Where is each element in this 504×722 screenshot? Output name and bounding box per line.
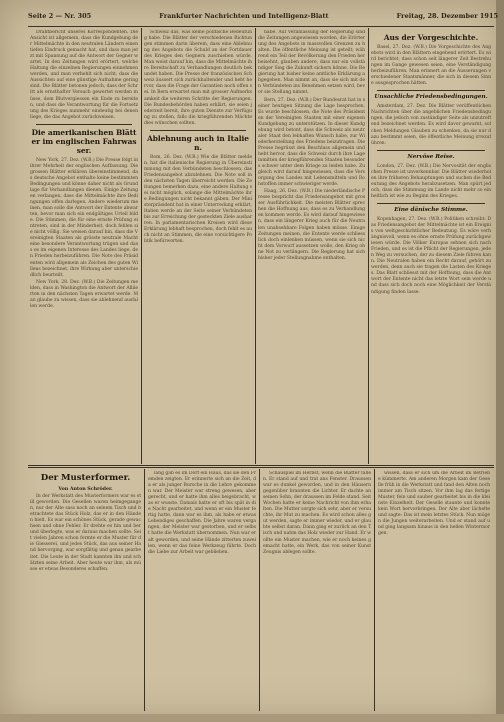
feuilleton-text: lang gab es im Dorf ein Haus, das sie den Fremden zeigten. Er erinnerte sich an die Zeit, da er als junger Bursche in die Lehre gekommen war. Der Meister war streng gewesen, aber gerecht, und er hatte ihm alles beigebracht, was er wusste. Damals hatte er oft bis spät in die Nacht gearbeitet, und wenn er ein Muster fertig hatte, dann war es ihm, als habe er etwas Lebendiges geschaffen. Die Jahre waren vergangen, der Meister war gestorben, und er selbst hatte die Werkstatt übernommen. Nun war er alt geworden, und seine Hände zitterten zuweilen, wenn er das feine Werkzeug führte. Doch die Liebe zur Arbeit war geblieben. bbox=[148, 471, 256, 555]
column-rule bbox=[374, 469, 375, 711]
header-page-number: Seite 2 — Nr. 305 bbox=[28, 12, 92, 20]
feuilleton-text: wissen, dass er sich um die Arbeit im Betriebe kümmerte. Am anderen Morgen kam der Geselle früh in die Werkstatt und fand den Alten noch immer am Tisch sitzen. Vor ihm lag das fertige Muster, fein und sauber gearbeitet bis in die kleinste Einzelheit. Der Geselle staunte und konnte kein Wort hervorbringen. Der Alte aber lächelte und sagte: Das ist mein letztes Stück. Nun mögen die Jungen weiterarbeiten. Und er stand auf und ging langsam hinaus in den hellen Wintermorgen. bbox=[378, 471, 490, 537]
column-rule bbox=[141, 28, 142, 464]
header-masthead: Frankfurter Nachrichten und Intelligenz-Blatt bbox=[159, 12, 329, 20]
feuilleton-column-3 bbox=[263, 471, 371, 711]
feuilleton-column-2 bbox=[148, 471, 256, 711]
headline-italy: Ablehnung auch in Italien. bbox=[147, 133, 249, 152]
column-rule bbox=[368, 28, 369, 464]
header-rule bbox=[28, 26, 494, 27]
feuilleton-column-4 bbox=[378, 471, 490, 711]
divider bbox=[377, 150, 485, 151]
article-text: New York, 27. Dez. (W.B.) Die Presse folgt in ihrer Mehrheit der englischen Auffassung. Die grossen Blätter erklären übereinstimmend, das deutsche Angebot enthalte keine bestimmten Bedingungen und könne daher nicht als Grundlage für Verhandlungen dienen. Einige Zeitungen verlangen, dass die Mittelmächte ihre Bedingungen offen darlegen. Andere wiederum meinen, man solle die Antwort der Entente abwarten, bevor man sich ein endgültiges Urteil bilde. Die Stimmen, die für eine ernste Prüfung eintreten, sind in der Minderheit, doch fehlen sie nicht völlig. Sie weisen darauf hin, dass die Vereinigten Staaten als grösste neutrale Macht eine besondere Verantwortung trügen und dass es im eigenen Interesse des Landes liege, den Frieden herbeizuführen. Die Note des Präsidenten wird allgemein als Zeichen des guten Willens bezeichnet, ihre Wirkung aber unterschiedlich beurteilt. bbox=[30, 157, 138, 278]
article-text: Bern, 27. Dez. (W.B.) Der Bundesrat hat in seiner heutigen Sitzung die Lage besprochen. Es wurde beschlossen, die Note des Präsidenten der Vereinigten Staaten mit einer eigenen Kundgebung zu unterstützen. In dieser Kundgebung wird betont, dass die Schweiz als neutraler Staat den lebhaften Wunsch habe, zur Wiederherstellung des Friedens beizutragen. Die Presse begrüsst den Beschluss allgemein und hebt hervor, dass die Schweiz durch ihre Lage inmitten der kriegführenden Staaten besonders schwer unter dem Kriege zu leiden habe. Zugleich wird darauf hingewiesen, dass die Versorgung des Landes mit Lebensmitteln und Rohstoffen immer schwieriger werde. bbox=[258, 97, 365, 188]
feuilleton-byline: Von Anton Schröder. bbox=[58, 486, 113, 492]
column-4 bbox=[371, 30, 491, 464]
column-rule bbox=[144, 469, 145, 711]
headline-prehistory: Aus der Vorgeschichte. bbox=[383, 33, 479, 42]
column-3 bbox=[258, 30, 365, 464]
article-text: habe. Auf Veranlassung der Regierung sind die Zeitungen angewiesen worden, die Erörterung des Angebots in massvollen Grenzen zu halten. Die öffentliche Meinung ist geteilt; während ein Teil der Bevölkerung den Frieden herbeisehnt, glauben andere, dass nur ein vollständiger Sieg die Zukunft sichern könne. Die Regierung hat bisher keine amtliche Erklärung abgegeben. Man nimmt an, dass sie sich mit den Verbündeten ins Benehmen setzen wird, bevor sie Stellung nimmt. bbox=[258, 30, 365, 96]
page-bottom-edge bbox=[0, 714, 504, 722]
page-header bbox=[28, 12, 498, 24]
divider bbox=[377, 90, 485, 91]
feuilleton-rule-2 bbox=[28, 467, 494, 468]
feuilleton-rule bbox=[28, 465, 494, 466]
article-text: Kopenhagen, 27. Dez. (W.B.) Politiken schreibt: Das Friedensangebot der Mittelmächte ist ein Ereignis von weltgeschichtlicher Bedeutung. Es wäre verhängnisvoll, wenn es ohne ernste Prüfung zurückgewiesen würde. Die Völker Europas sehnen sich nach Frieden, und es ist die Pflicht der Regierungen, jeden Weg zu versuchen, der zu diesem Ziele führen kann. Die Neutralen haben ein Recht darauf, gehört zu werden, denn auch sie tragen die Lasten des Krieges. Das Blatt schliesst mit der Hoffnung, dass die Antwort der Entente nicht das letzte Wort sein werde und dass sich doch noch eine Möglichkeit der Verständigung finden lasse. bbox=[371, 216, 491, 295]
feuilleton-text: Schauspiel im Herbst, wenn die Blätter fallen. Er stand auf und trat ans Fenster. Draussen war es dunkel geworden, und in den Häusern gegenüber brannten die Lichter. Er dachte an seinen Sohn, der draussen im Felde stand. Seit Wochen hatte er keine Nachricht von ihm erhalten. Die Mutter sorgte sich sehr, aber er versuchte, ihr Mut zu machen. Es wird schon alles gut werden, sagte er immer wieder, und er glaubte selbst daran. Dann ging er zurück an den Tisch und nahm das Holz wieder zur Hand. Er wollte ein Muster machen, wie er noch keines gemacht hatte, ein Werk, das von seiner Kunst Zeugnis ablegen sollte. bbox=[263, 471, 371, 555]
feuilleton-column-1 bbox=[30, 471, 141, 711]
article-text: Amsterdam, 27. Dez. Die Blätter veröffentlichen Nachrichten über die angeblichen Friedensbedingungen, die jedoch von zuständiger Seite als unzutreffend bezeichnet werden. Es wird davor gewarnt, solchen Meldungen Glauben zu schenken, da sie nur dazu bestimmt seien, die öffentliche Meinung irrezuführen. bbox=[371, 104, 491, 146]
column-rule bbox=[255, 28, 256, 464]
article-text: Drahtbericht unseres Korrespondenten. Die Ansicht ist allgemein, dass die Kundgebung der Mittelmächte in den neutralen Ländern einen tiefen Eindruck gemacht hat, und dass man jetzt mit Spannung auf die Antwort der Gegner wartet. In den Zeitungen wird erörtert, welche Haltung die einzelnen Regierungen einnehmen werden, und man verhehlt sich nicht, dass die Aussichten auf eine günstige Aufnahme gering sind. Die Blätter betonen jedoch, dass der Schritt als ernsthafter Versuch gewertet werden müsse, dem Blutvergiessen ein Ende zu bereiten, und dass die Verantwortung für die Fortsetzung des Krieges nunmehr eindeutig bei denen liege, die das Angebot zurückweisen. bbox=[30, 30, 138, 120]
page-edge bbox=[496, 0, 504, 722]
article-text: New York, 28. Dez. (W.B.) Die Zeitungen melden, dass in Washington die Antwort der Alliierten in den nächsten Tagen erwartet werde. Man glaube zu wissen, dass sie ablehnend ausfallen werde. bbox=[30, 279, 138, 309]
divider bbox=[377, 203, 485, 204]
feuilleton-text: In der Werkstatt des Musterformers war es still geworden. Die Gesellen waren heimgegangen, nur der Alte sass noch an seinem Tisch und betrachtete das Stück Holz, das er in den Händen hielt. Es war ein schönes Stück, gerade gewachsen und ohne Fehler. Er drehte es hin und her und überlegte, was er daraus machen sollte. Seit vielen Jahren schon formte er die Muster für die Giesserei, und jedes Stück, das aus seiner Hand hervorging, war sorgfältig und genau gearbeitet. Die Leute in der Stadt kannten ihn und schätzten seine Arbeit. Aber heute war ihm, als müsse er etwas Besonderes schaffen. bbox=[30, 494, 141, 572]
headline-nervous: Nervöse Reise. bbox=[407, 153, 455, 160]
column-rule bbox=[259, 469, 260, 711]
headline-american-papers: Die amerikanischen Blätter im englischen Fahrwasser. bbox=[31, 127, 137, 155]
article-text: Basel, 27. Dez. (W.B.) Die Vorgeschichte des Angebots wird in den Blättern eingehend erörtert. Es wird berichtet, dass schon seit längerer Zeit Bestrebungen im Gange gewesen seien, eine Verständigung herbeizuführen. Man erinnert an die Äusserungen verschiedener Staatsmänner, die sich in diesem Sinne ausgesprochen hätten. bbox=[371, 45, 491, 87]
article-text: Schweiz das, was keine politische Bedeutung habe. Die Blätter der verschiedenen Richtungen stimmen darin überein, dass eine Ablehnung des Angebots die Schuld an der Fortdauer des Krieges den Gegnern zuschieben würde. Man weist darauf hin, dass die Mittelmächte ihre Bereitschaft zu Verhandlungen deutlich bekundet haben. Die Presse der französischen Schweiz äussert sich zurückhaltender und hebt hervor, dass die Frage der Garantien noch offen sei. In Bern erwartet man mit grosser Aufmerksamkeit die weiteren Schritte der Regierungen. Die Bundesbehörden haben erklärt, sie seien jederzeit bereit, ihre guten Dienste zur Verfügung zu stellen, falls die kriegführenden Mächte dies wünschen sollten. bbox=[144, 30, 252, 126]
article-text: Haag, 26. Dez. (W.B.) Die niederländische Presse bespricht das Friedensangebot mit grosser Ausführlichkeit. Die meisten Blätter sprechen die Hoffnung aus, dass es zu Verhandlungen kommen werde. Es wird darauf hingewiesen, dass ein längerer Krieg auch für die Neutralen unabsehbare Folgen haben müsse. Einige Zeitungen meinen, die Entente werde schliesslich doch einlenken müssen, wenn sie sich nicht dem Vorwurf aussetzen wolle, den Krieg ohne Not zu verlängern. Die Regierung hat sich bisher jeder Stellungnahme enthalten. bbox=[258, 189, 365, 261]
headline-danish: Eine dänische Stimme. bbox=[394, 206, 468, 213]
header-date: Freitag, 28. Dezember 1915 bbox=[396, 12, 498, 20]
column-2 bbox=[144, 30, 252, 464]
article-text: London, 27. Dez. (W.B.) Die Nervosität der englischen Presse ist unverkennbar. Die Blätter wiederholen ihre früheren Behauptungen und suchen die Bedeutung des Angebots herabzusetzen. Man spürt jedoch, dass die Stimmung im Lande nicht mehr so einheitlich ist wie zu Beginn des Krieges. bbox=[371, 163, 491, 199]
article-text: Rom, 26. Dez. (W.B.) Wie die Blätter melden, hat die italienische Regierung in Übereinstimmung mit den Verbündeten beschlossen, das Friedensangebot abzulehnen. Die Note soll in den nächsten Tagen überreicht werden. Die Zeitungen bemerken dazu, eine andere Haltung sei nicht möglich, solange die Mittelmächte ihre Bedingungen nicht bekannt gäben. Der Ministerpräsident hat in einer Unterredung erklärt, Italien werde an der Seite seiner Verbündeten bis zur Erreichung der gesteckten Ziele ausharren. In parlamentarischen Kreisen wird diese Erklärung lebhaft besprochen, doch fehlt es auch nicht an Stimmen, die eine vorsichtigere Politik befürworten. bbox=[144, 154, 252, 245]
column-1 bbox=[30, 30, 138, 464]
divider bbox=[150, 130, 246, 131]
divider bbox=[36, 124, 132, 125]
headline-peace-conditions: Unsachliche Friedensbedingungen. bbox=[374, 94, 488, 101]
headline-feuilleton: Der Musterformer. bbox=[40, 473, 131, 483]
